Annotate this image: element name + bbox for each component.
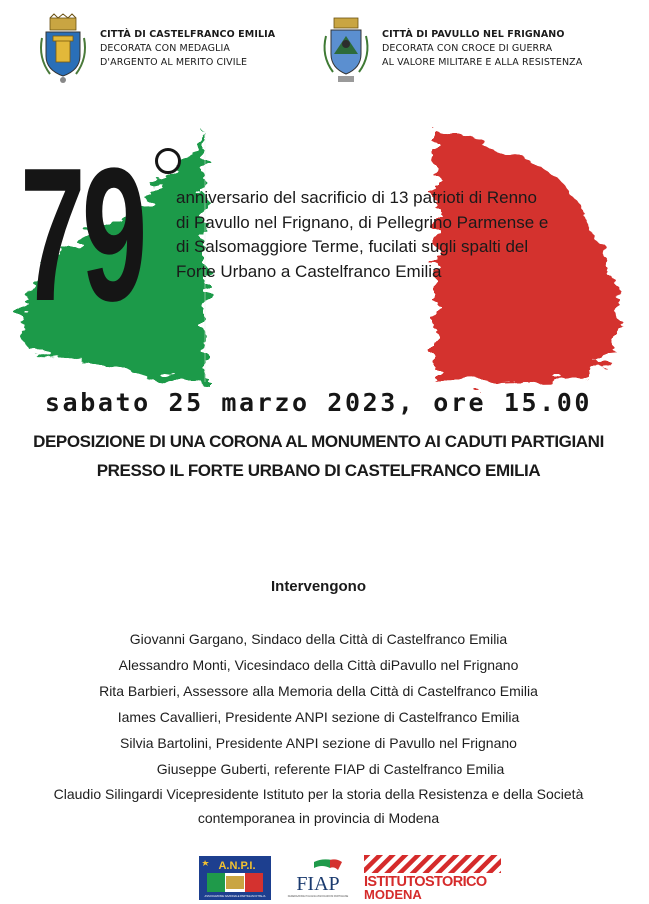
speaker-line: contemporanea in provincia di Modena — [197, 810, 440, 826]
anniversary-line: di Pavullo nel Frignano, di Pellegrino Parmense e — [176, 212, 549, 232]
anpi-logo-subtitle: ASSOCIAZIONE NAZIONALE PARTIGIANI D'ITALIA — [204, 895, 266, 898]
speaker-line: Claudio Silingardi Vicepresidente Istituto per la storia della Resistenza e della Società — [53, 786, 584, 802]
anpi-logo-text: A.N.P.I. — [218, 860, 256, 872]
castelfranco-coat-of-arms-icon — [36, 14, 90, 84]
fiap-logo — [287, 856, 349, 900]
istituto-storico-modena-logo — [364, 855, 501, 900]
anniversary-number: 79 — [20, 129, 144, 341]
speaker-line: Iames Cavallieri, Presidente ANPI sezione di Castelfranco Emilia — [117, 709, 520, 725]
left-organization — [100, 28, 275, 70]
istituto-logo-line2: MODENA — [364, 887, 422, 902]
right-org-line2: AL VALORE MILITARE E ALLA RESISTENZA — [382, 57, 583, 68]
speaker-line: Alessandro Monti, Vicesindaco della Città diPavullo nel Frignano — [118, 657, 519, 673]
speaker-line: Silvia Bartolini, Presidente ANPI sezione di Pavullo nel Frignano — [120, 735, 517, 751]
left-org-name: CITTÀ DI CASTELFRANCO EMILIA — [100, 29, 276, 40]
anniversary-line: di Salsomaggiore Terme, fucilati sugli spalti del — [176, 237, 529, 256]
istituto-logo-line1: ISTITUTOSTORICO — [364, 874, 487, 890]
left-org-line1: DECORATA CON MEDAGLIA — [100, 43, 230, 54]
right-organization — [382, 28, 582, 70]
anpi-logo — [199, 856, 271, 900]
pavullo-coat-of-arms-icon — [321, 14, 371, 84]
event-description-line1: DEPOSIZIONE DI UNA CORONA AL MONUMENTO AI CADUTI PARTIGIANI — [33, 432, 604, 451]
anniversary-line: Forte Urbano a Castelfranco Emilia — [176, 261, 442, 281]
speaker-line: Rita Barbieri, Assessore alla Memoria della Città di Castelfranco Emilia — [99, 683, 538, 699]
anniversary-line: anniversario del sacrificio di 13 patrioti di Renno — [176, 188, 537, 207]
speaker-line: Giovanni Gargano, Sindaco della Città di Castelfranco Emilia — [129, 631, 508, 647]
right-org-line1: DECORATA CON CROCE DI GUERRA — [382, 43, 553, 54]
event-date-time: sabato 25 marzo 2023, ore 15.00 — [44, 388, 593, 417]
speaker-line: Giuseppe Guberti, referente FIAP di Castelfranco Emilia — [156, 761, 505, 777]
speakers-heading: Intervengono — [270, 578, 366, 595]
degree-symbol — [155, 148, 181, 174]
left-org-line2: D'ARGENTO AL MERITO CIVILE — [100, 57, 248, 68]
event-description-line2: PRESSO IL FORTE URBANO DI CASTELFRANCO EMILIA — [96, 461, 541, 480]
fiap-logo-text: FIAP — [296, 873, 340, 895]
right-org-name: CITTÀ DI PAVULLO NEL FRIGNANO — [382, 29, 565, 40]
anniversary-text — [176, 186, 616, 284]
fiap-logo-subtitle: FEDERAZIONE ITALIANA ASSOCIAZIONI PARTIGIANE — [287, 895, 349, 898]
